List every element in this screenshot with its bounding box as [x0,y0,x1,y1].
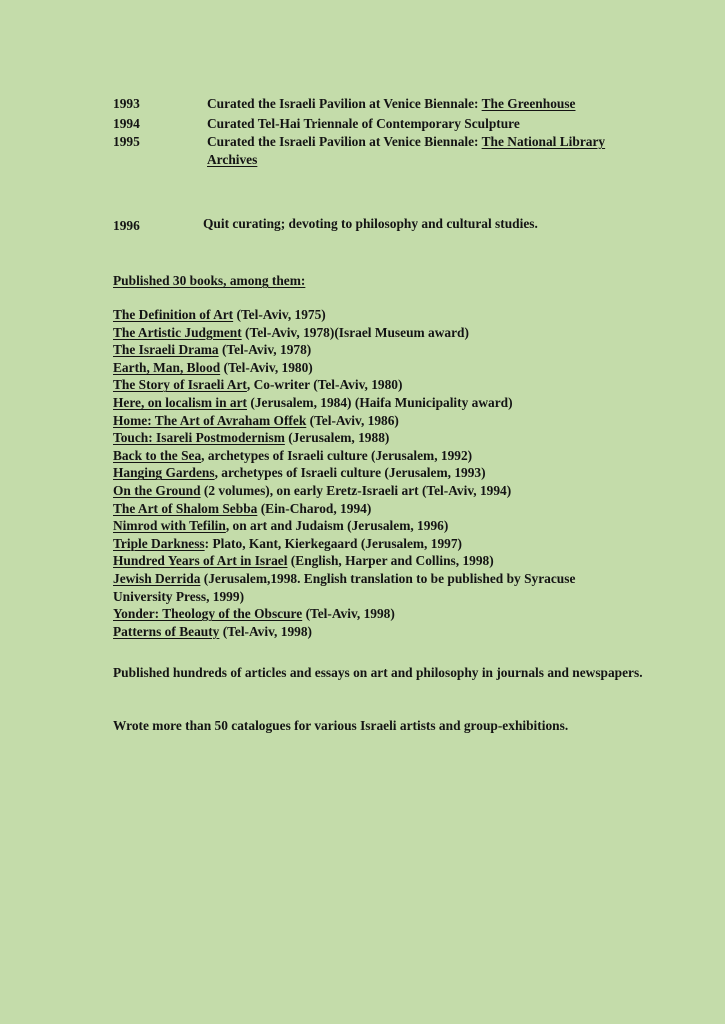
catalogues-paragraph: Wrote more than 50 catalogues for various Israeli artists and group-exhibitions. [113,718,569,733]
book-details: (2 volumes), on early Eretz-Israeli art (Tel-Aviv, 1994) [200,482,512,498]
entry-year: 1994 [113,116,140,131]
book-details: (English, Harper and Collins, 1998) [287,553,494,569]
book-details: , archetypes of Israeli culture (Jerusalem, 1993) [214,465,486,481]
book-details: , on art and Judaism (Jerusalem, 1996) [225,518,449,534]
book-title: On the Ground [113,482,201,498]
quit-description: Quit curating; devoting to philosophy and cultural studies. [203,216,538,231]
book-details: : Plato, Kant, Kierkegaard (Jerusalem, 1997) [204,535,462,551]
entry-description: Curated the Israeli Pavilion at Venice Biennale: The Greenhouse [207,96,576,111]
books-heading: Published 30 books, among them: [113,273,306,288]
list-item [113,552,593,570]
book-title: The Story of Israeli Art [113,377,247,393]
list-item [113,517,593,535]
books-list [113,306,593,640]
book-title: Back to the Sea [113,447,202,463]
list-item [113,341,593,359]
list-item [113,376,593,394]
list-item [113,570,593,605]
list-item [113,605,593,623]
list-item [113,324,593,342]
book-title: Hundred Years of Art in Israel [113,553,288,569]
list-item [113,482,593,500]
list-item [113,464,593,482]
book-details: , Co-writer (Tel-Aviv, 1980) [246,377,403,393]
entry-title: The Greenhouse [481,96,576,111]
list-item [113,359,593,377]
book-details: (Tel-Aviv, 1980) [220,359,313,375]
book-title: The Definition of Art [113,307,234,322]
entry-description: Curated Tel-Hai Triennale of Contemporary Sculpture [207,116,520,131]
book-title: Jewish Derrida [113,570,201,586]
book-details: (Tel-Aviv, 1998) [219,623,312,639]
book-title: Triple Darkness [113,535,205,551]
book-title: Earth, Man, Blood [113,359,221,375]
book-title: The Art of Shalom Sebba [113,500,258,516]
book-title: The Artistic Judgment [113,324,242,340]
book-details: (Jerusalem,1998. English translation to be published by Syracuse University Press, 1999) [113,570,576,604]
list-item [113,306,593,324]
book-details: (Tel-Aviv, 1978)(Israel Museum award) [241,324,469,340]
book-details: , archetypes of Israeli culture (Jerusalem, 1992) [201,447,473,463]
book-title: Hanging Gardens [113,465,215,481]
book-title: Patterns of Beauty [113,623,220,639]
book-details: (Ein-Charod, 1994) [257,500,372,516]
book-title: Home: The Art of Avraham Offek [113,412,307,428]
entry-description: Curated the Israeli Pavilion at Venice Biennale: The National Library Archives [207,134,606,167]
book-title: Touch: Isareli Postmodernism [113,430,285,446]
list-item [113,412,593,430]
list-item [113,535,593,553]
book-details: (Tel-Aviv, 1975) [233,307,326,322]
entry-year: 1993 [113,96,140,111]
list-item [113,500,593,518]
list-item [113,447,593,465]
book-details: (Tel-Aviv, 1998) [302,606,395,622]
book-details: (Jerusalem, 1988) [284,430,390,446]
list-item [113,623,593,641]
list-item [113,394,593,412]
book-title: The Israeli Drama [113,342,219,358]
articles-paragraph: Published hundreds of articles and essays on art and philosophy in journals and newspapers. [113,665,643,680]
book-details: (Tel-Aviv, 1986) [306,412,399,428]
book-details: (Jerusalem, 1984) (Haifa Municipality award) [247,394,513,410]
book-title: Yonder: Theology of the Obscure [113,606,303,622]
list-item [113,429,593,447]
book-title: Here, on localism in art [113,394,248,410]
entry-year: 1995 [113,134,140,149]
book-details: (Tel-Aviv, 1978) [218,342,312,358]
book-title: Nimrod with Tefilin [113,518,226,534]
quit-year: 1996 [113,218,140,233]
entry-title: The National Library Archives [207,134,606,167]
